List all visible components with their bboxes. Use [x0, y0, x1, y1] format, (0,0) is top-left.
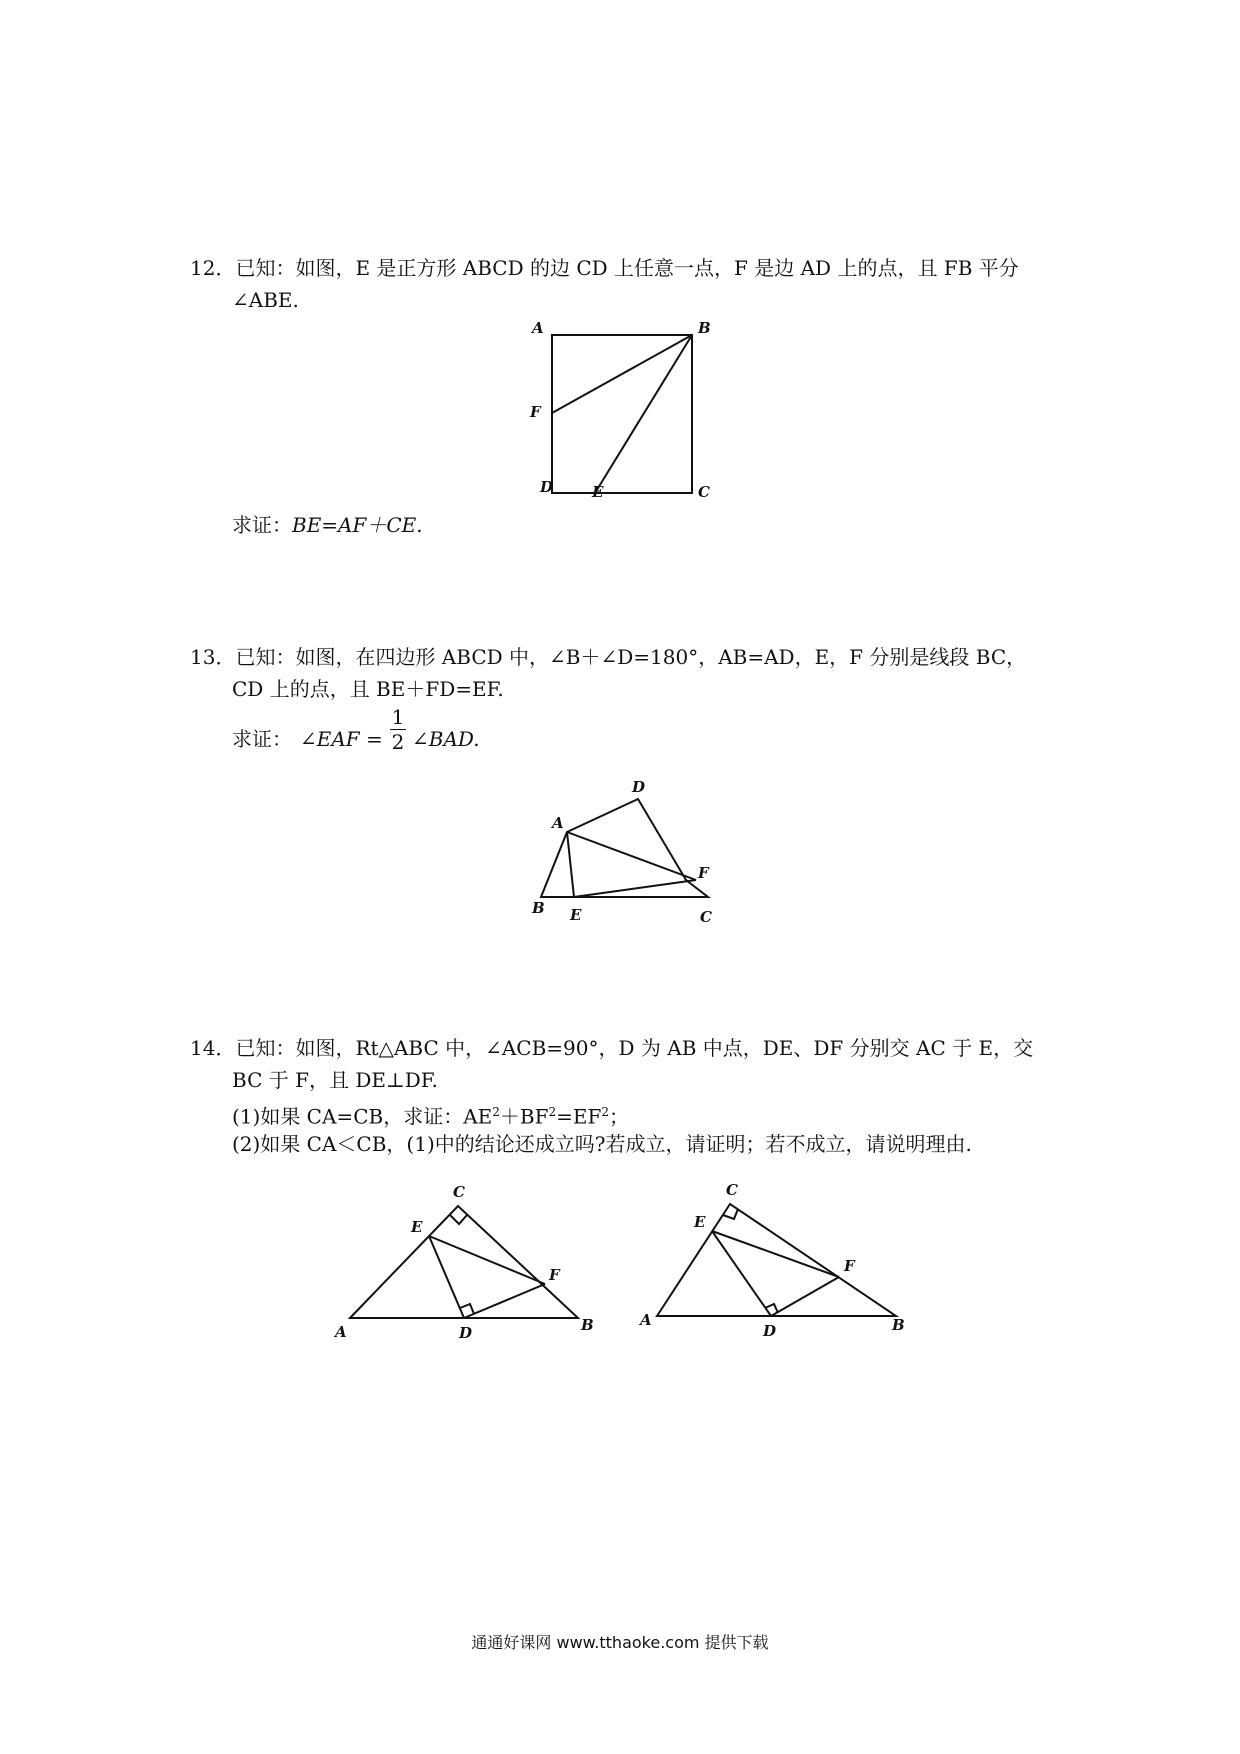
problem-14-part2: (2)如果 CA＜CB，(1)中的结论还成立吗?若成立，请证明；若不成立，请说明理由.: [232, 1132, 972, 1156]
label-d: D: [632, 778, 646, 796]
label-a: A: [552, 814, 564, 832]
label-f: F: [549, 1266, 560, 1284]
label-d: D: [459, 1324, 473, 1342]
prove-expression: BE=AF＋CE.: [292, 513, 423, 537]
label-d: D: [763, 1322, 777, 1340]
prove-prefix: 求证：: [232, 513, 292, 537]
part1-text: ＋BF: [499, 1104, 549, 1129]
label-f: F: [530, 403, 541, 421]
segment-ef: [712, 1231, 839, 1277]
right-triangle-figure-1: [325, 1175, 595, 1350]
segment-df: [464, 1284, 545, 1318]
label-a: A: [640, 1311, 652, 1329]
problem-number: 14．: [190, 1036, 236, 1060]
segment-ef: [574, 880, 696, 897]
fraction-one-half: [386, 705, 410, 754]
label-c: C: [698, 483, 710, 501]
segment-be: [595, 335, 692, 493]
problem-13-line1: [190, 644, 1026, 670]
label-a: A: [532, 319, 544, 337]
problem-12-line2: ∠ABE.: [232, 288, 299, 312]
part1-text: (1)如果 CA=CB，求证：AE: [232, 1104, 493, 1129]
label-b: B: [892, 1316, 905, 1334]
segment-af: [567, 832, 696, 880]
problem-14-line2: BC 于 F，且 DE⊥DF.: [232, 1068, 438, 1092]
segment-df: [771, 1277, 839, 1316]
fraction-numerator: 1: [391, 705, 405, 729]
page-footer: 通通好课网 www.tthaoke.com 提供下载: [471, 1633, 769, 1652]
label-b: B: [532, 899, 545, 917]
label-a: A: [335, 1323, 347, 1341]
fraction-denominator: 2: [391, 730, 405, 754]
square-figure: [520, 315, 720, 505]
prove-right-expression: ∠BAD.: [412, 727, 480, 751]
label-c: C: [700, 908, 712, 926]
label-c: C: [453, 1183, 465, 1201]
right-triangle-figure-2: [630, 1175, 920, 1350]
problem-number: 12．: [190, 256, 236, 280]
problem-text: 已知：如图，在四边形 ABCD 中，∠B＋∠D=180°，AB=AD，E，F 分别是线段 BC，: [235, 645, 1027, 669]
triangle-abc: [657, 1204, 896, 1316]
superscript: 2: [601, 1105, 609, 1119]
label-e: E: [694, 1213, 706, 1231]
part1-text: =EF: [556, 1104, 602, 1129]
problem-12-line1: [190, 255, 1019, 281]
segment-bf: [552, 335, 692, 413]
part1-text: ；: [608, 1104, 629, 1129]
right-angle-mark-c: [450, 1215, 467, 1224]
label-b: B: [698, 319, 711, 337]
segment-ae: [567, 832, 574, 897]
segment-de: [712, 1231, 771, 1316]
label-b: B: [581, 1316, 594, 1334]
problem-text: 已知：如图，Rt△ABC 中，∠ACB=90°，D 为 AB 中点，DE、DF 分别交 AC 于 E，交: [235, 1036, 1034, 1060]
problem-13-line2: CD 上的点，且 BE＋FD=EF.: [232, 677, 504, 701]
superscript: 2: [548, 1105, 557, 1119]
label-e: E: [592, 483, 604, 501]
label-e: E: [570, 906, 582, 924]
problem-12-prove: [232, 512, 423, 538]
label-f: F: [698, 864, 709, 882]
problem-number: 13．: [190, 645, 236, 669]
quadrilateral-figure: [520, 770, 740, 935]
label-f: F: [844, 1257, 855, 1275]
problem-13-prove-prefix: 求证：: [232, 727, 292, 751]
square-abcd: [552, 335, 692, 493]
triangle-abc: [350, 1206, 578, 1318]
label-e: E: [411, 1218, 423, 1236]
problem-text: 已知：如图，E 是正方形 ABCD 的边 CD 上任意一点，F 是边 AD 上的点，且 FB 平分: [235, 256, 1019, 280]
problem-14-line1: [190, 1035, 1033, 1061]
label-c: C: [726, 1181, 738, 1199]
problem-14-part1: [232, 1099, 629, 1130]
label-d: D: [540, 478, 554, 496]
superscript: 2: [492, 1105, 500, 1119]
prove-left-expression: ∠EAF =: [300, 727, 383, 751]
